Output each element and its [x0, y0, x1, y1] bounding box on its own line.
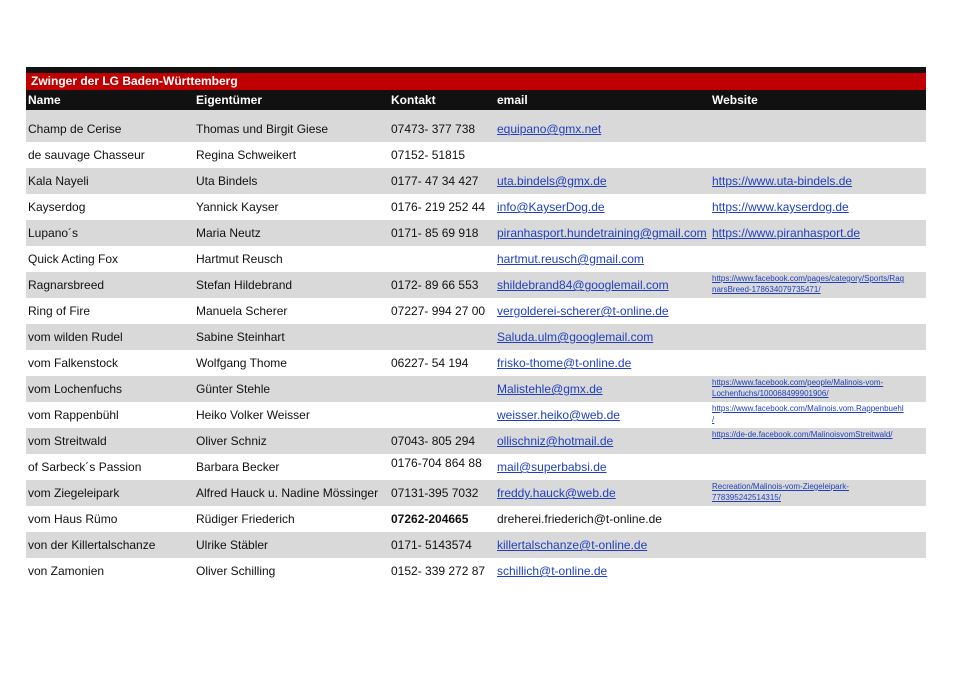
email-link[interactable]: vergolderei-scherer@t-online.de	[497, 304, 669, 318]
kennel-name: Champ de Cerise	[28, 122, 122, 136]
email-link[interactable]: ollischniz@hotmail.de	[497, 434, 614, 448]
email-link[interactable]: frisko-thome@t-online.de	[497, 356, 632, 370]
email-text: dreherei.friederich@t-online.de	[497, 512, 662, 526]
email-link[interactable]: Saluda.ulm@googlemail.com	[497, 330, 654, 344]
contact-phone: 0152- 339 272 87	[391, 564, 486, 578]
kennel-name: vom Lochenfuchs	[28, 382, 123, 396]
contact-phone	[390, 324, 496, 350]
kennel-name: von der Killertalschanze	[28, 538, 156, 552]
owner-name: Maria Neutz	[196, 226, 261, 240]
owner-name: Rüdiger Friederich	[196, 512, 295, 526]
kennel-name: de sauvage Chasseur	[28, 148, 145, 162]
header-owner: Eigentümer	[196, 93, 263, 107]
contact-phone: 07473- 377 738	[391, 122, 476, 136]
kennel-name: vom Rappenbühl	[28, 408, 119, 422]
website-link-line1[interactable]: https://www.facebook.com/pages/category/Sports/Rag	[712, 274, 905, 283]
owner-name: Wolfgang Thome	[196, 356, 287, 370]
contact-phone: 0171- 5143574	[391, 538, 472, 552]
kennel-name: vom Ziegeleipark	[28, 486, 120, 500]
owner-name: Yannick Kayser	[196, 200, 279, 214]
email-link[interactable]: schillich@t-online.de	[497, 564, 608, 578]
contact-phone	[390, 376, 496, 402]
table-row	[26, 532, 926, 558]
table-row	[26, 402, 926, 428]
contact-phone: 0176- 219 252 44	[391, 200, 486, 214]
table-row	[26, 454, 926, 480]
header-email: email	[497, 93, 528, 107]
email-link[interactable]: mail@superbabsi.de	[497, 460, 607, 474]
table-row	[26, 142, 926, 168]
email-link[interactable]: killertalschanze@t-online.de	[497, 538, 648, 552]
owner-name: Günter Stehle	[196, 382, 271, 396]
contact-phone: 0171- 85 69 918	[391, 226, 479, 240]
website-link[interactable]: https://www.uta-bindels.de	[712, 174, 853, 188]
contact-phone: 0177- 47 34 427	[391, 174, 479, 188]
contact-phone	[390, 402, 496, 428]
contact-phone: 0172- 89 66 553	[391, 278, 479, 292]
table-row	[26, 194, 926, 220]
website-cell	[711, 454, 926, 480]
table-row	[26, 428, 926, 454]
contact-phone: 06227- 54 194	[391, 356, 469, 370]
email-link[interactable]: equipano@gmx.net	[497, 122, 602, 136]
kennel-name: Lupano´s	[28, 226, 79, 240]
website-cell	[711, 116, 926, 142]
kennel-table	[26, 67, 926, 584]
owner-name: Regina Schweikert	[196, 148, 297, 162]
contact-phone: 07152- 51815	[391, 148, 466, 162]
website-cell	[711, 350, 926, 376]
contact-phone: 07227- 994 27 00	[391, 304, 486, 318]
contact-phone: 0176-704 864 88	[391, 456, 482, 470]
kennel-name: vom Haus Rümo	[28, 512, 118, 526]
table-row	[26, 246, 926, 272]
kennel-name: Kayserdog	[28, 200, 86, 214]
contact-phone: 07043- 805 294	[391, 434, 476, 448]
table-row	[26, 168, 926, 194]
table-row	[26, 220, 926, 246]
header-website: Website	[712, 93, 758, 107]
table-row	[26, 116, 926, 142]
website-cell	[711, 532, 926, 558]
kennel-name: of Sarbeck´s Passion	[28, 460, 142, 474]
website-cell	[711, 558, 926, 584]
website-link-line1[interactable]: https://www.facebook.com/people/Malinois-vom-	[712, 378, 884, 387]
kennel-name: Quick Acting Fox	[28, 252, 119, 266]
table-row	[26, 350, 926, 376]
owner-name: Heiko Volker Weisser	[196, 408, 310, 422]
email-link[interactable]: piranhasport.hundetraining@gmail.com	[497, 226, 707, 240]
contact-phone	[390, 246, 496, 272]
owner-name: Alfred Hauck u. Nadine Mössinger	[196, 486, 379, 500]
kennel-name: von Zamonien	[28, 564, 105, 578]
kennel-name: vom Streitwald	[28, 434, 107, 448]
table-row	[26, 376, 926, 402]
contact-phone: 07131-395 7032	[391, 486, 479, 500]
table-row	[26, 324, 926, 350]
website-cell	[711, 246, 926, 272]
email-link[interactable]: hartmut.reusch@gmail.com	[497, 252, 644, 266]
website-link-line1[interactable]: Recreation/Malinois-vom-Ziegeleipark-	[712, 482, 849, 491]
owner-name: Sabine Steinhart	[196, 330, 285, 344]
kennel-name: vom Falkenstock	[28, 356, 119, 370]
owner-name: Ulrike Stäbler	[196, 538, 269, 552]
kennel-name: Ring of Fire	[28, 304, 91, 318]
owner-name: Oliver Schilling	[196, 564, 276, 578]
table-row	[26, 298, 926, 324]
email-link[interactable]: info@KayserDog.de	[497, 200, 605, 214]
email-link[interactable]: freddy.hauck@web.de	[497, 486, 616, 500]
website-link-line1[interactable]: https://www.facebook.com/Malinois.vom.Rappenbuehl	[712, 404, 904, 413]
owner-name: Uta Bindels	[196, 174, 258, 188]
owner-name: Manuela Scherer	[196, 304, 288, 318]
kennel-name: Kala Nayeli	[28, 174, 89, 188]
table-row	[26, 480, 926, 506]
website-link-line2[interactable]: Lochenfuchs/100068499901906/	[712, 389, 829, 398]
website-link-line1[interactable]: https://de-de.facebook.com/MalinoisvomStreitwald/	[712, 430, 893, 439]
website-link-line2[interactable]: narsBreed-178634079735471/	[712, 285, 821, 294]
email-link[interactable]: weisser.heiko@web.de	[497, 408, 620, 422]
kennel-name: vom wilden Rudel	[28, 330, 123, 344]
header-row	[26, 90, 926, 110]
owner-name: Hartmut Reusch	[196, 252, 283, 266]
owner-name: Stefan Hildebrand	[196, 278, 293, 292]
table-row	[26, 558, 926, 584]
website-link-line2[interactable]: 778395242514315/	[712, 493, 781, 502]
website-cell	[711, 324, 926, 350]
website-cell	[711, 506, 926, 532]
owner-name: Oliver Schniz	[196, 434, 267, 448]
owner-name: Barbara Becker	[196, 460, 280, 474]
website-link[interactable]: https://www.piranhasport.de	[712, 226, 861, 240]
table-title: Zwinger der LG Baden-Württemberg	[26, 73, 926, 90]
website-cell	[711, 142, 926, 168]
contact-phone: 07262-204665	[391, 512, 469, 526]
header-name: Name	[28, 93, 61, 107]
email-link[interactable]: Malistehle@gmx.de	[497, 382, 603, 396]
owner-name: Thomas und Birgit Giese	[196, 122, 329, 136]
email-link[interactable]: shildebrand84@googlemail.com	[497, 278, 669, 292]
table-row	[26, 506, 926, 532]
email-link[interactable]: uta.bindels@gmx.de	[497, 174, 607, 188]
email-cell	[496, 142, 711, 168]
website-cell	[711, 298, 926, 324]
kennel-name: Ragnarsbreed	[28, 278, 105, 292]
website-link[interactable]: https://www.kayserdog.de	[712, 200, 849, 214]
website-link-line2[interactable]: /	[712, 415, 715, 424]
table-row	[26, 272, 926, 298]
header-contact: Kontakt	[391, 93, 436, 107]
